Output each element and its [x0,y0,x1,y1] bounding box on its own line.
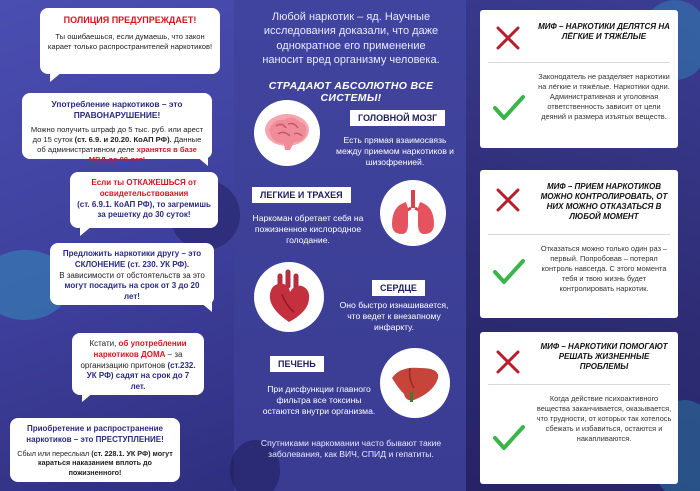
liver-text: При дисфункции главного фильтра все токсины остаются внутри организма. [262,384,376,417]
bubble-tail [196,156,208,166]
myth-2-title: МИФ – ПРИЕМ НАРКОТИКОВ МОЖНО КОНТРОЛИРОВАТЬ, ОТ НИХ МОЖНО ОТКАЗАТЬСЯ В ЛЮБОЙ МОМЕНТ [540,182,668,221]
use-emph: хранятся в базе МВД до 90 лет! [88,145,197,165]
home-law: (ст.232. УК РФ) садят на срок до 7 лет. [86,360,196,392]
home-text2: – за организацию притонов [80,349,183,370]
bubble-tail [80,226,92,236]
fact-3-text: Когда действие психоактивного вещества заканчивается, оказывается, что трудности, от которых так хотелось сбежать и избавиться, остаются и накапливаются. [536,394,672,443]
systems-title: СТРАДАЮТ АБСОЛЮТНО ВСЕ СИСТЕМЫ! [268,80,434,104]
checkmark-icon [492,94,526,122]
heart-text: Оно быстро изнашивается, что ведет к внезапному инфаркту. [339,300,449,333]
use-violation-title: Употребление наркотиков – это ПРАВОНАРУШЕНИЕ! [51,99,183,121]
refuse-title: Если ты ОТКАЖЕШЬСЯ от освидетельствования [91,178,197,198]
use-violation-bubble [22,93,212,165]
brain-icon [254,100,320,166]
police-warning-text: Ты ошибаешься, если думаешь, что закон карает только распространителей наркотиков! [47,32,213,52]
use-violation-text [29,125,205,166]
use-text2: Данные об административном деле [37,134,202,155]
fact-1-text: Законодатель не разделяет наркотики на лёгкие и тяжёлые. Наркотики одни. Административная и уголовная ответственность зависит от цели деяний и размера изъятых веществ. [538,72,670,121]
offer-emph: могут посадить на срок от 3 до 20 лет! [64,281,200,302]
myth-card-3 [480,332,678,484]
cross-icon [494,24,522,52]
myth-1-title: МИФ – НАРКОТИКИ ДЕЛЯТСЯ НА ЛЁГКИЕ И ТЯЖЁЛЫЕ [538,22,670,41]
checkmark-icon [492,258,526,286]
cross-icon [494,348,522,376]
crime-law: (ст. 228.1. УК РФ) могут караться наказанием вплоть до пожизненного! [38,448,173,478]
heart-icon [254,262,324,332]
bubble-tail [200,302,212,312]
use-law: (ст. 6.9. и 20.20. КоАП РФ). [74,134,172,144]
home-use-bubble [72,333,204,395]
bubble-tail [50,72,62,82]
brain-text: Есть прямая взаимосвязь между приемом наркотиков и шизофренией. [336,135,454,168]
use-text: Можно получить штраф до 5 тыс. руб. или арест до 15 суток [30,124,204,144]
cross-icon [494,186,522,214]
lungs-circle [380,180,446,246]
offer-bubble [50,243,214,305]
offer-title: Предложить наркотики другу – это СКЛОНЕНИЕ (ст. 230. УК РФ). [62,249,202,269]
card-divider [488,62,670,63]
brain-tag: ГОЛОВНОЙ МОЗГ [350,110,445,126]
intro-text: Любой наркотик – яд. Научные исследования доказали, что даже однократное его применение наносит вред организму человека. [262,11,440,66]
crime-text-plain: Сбыл или переслыал [17,448,90,458]
myth-card-1 [480,10,678,148]
lungs-tag: ЛЕГКИЕ И ТРАХЕЯ [252,187,351,203]
checkmark-icon [492,424,526,452]
police-warning-title: ПОЛИЦИЯ ПРЕДУПРЕЖДАЕТ! [63,15,197,25]
crime-title: Приобретение и распространение наркотиков – это ПРЕСТУПЛЕНИЕ! [26,424,164,444]
heart-circle [254,262,324,332]
liver-circle [380,348,450,418]
outro-text: Спутниками наркомании часто бывают такие заболевания, как ВИЧ, СПИД и гепатиты. [260,438,442,460]
lungs-icon [380,180,446,246]
liver-tag: ПЕЧЕНЬ [270,356,324,372]
lungs-text: Наркоман обретает себя на пожизненное кислородное голодание. [252,213,364,246]
home-emph: об употреблении наркотиков ДОМА [93,339,187,359]
myth-3-title: МИФ – НАРКОТИКИ ПОМОГАЮТ РЕШАТЬ ЖИЗНЕННЫЕ ПРОБЛЕМЫ [540,342,668,371]
brain-circle [254,100,320,166]
myth-card-2 [480,170,678,318]
offer-text [57,271,207,303]
bubble-tail [82,392,94,402]
home-text1: Кстати, [89,339,117,348]
crime-bubble [10,418,180,482]
refuse-text: (ст. 6.9.1. КоАП РФ), то загремишь за решетку до 30 суток! [77,199,211,220]
crime-text [17,449,173,478]
offer-text-plain: В зависимости от обстоятельств за это [59,270,205,280]
refuse-bubble [70,172,218,228]
heart-tag: СЕРДЦЕ [372,280,425,296]
liver-icon [380,348,450,418]
police-warning-bubble [40,8,220,74]
card-divider [488,234,670,235]
fact-2-text: Отказаться можно только один раз – первый. Попробовав – потерял контроль навсегда. С этого момента тебя и твою жизнь будет контролировать наркотик. [540,244,668,293]
card-divider [488,384,670,385]
